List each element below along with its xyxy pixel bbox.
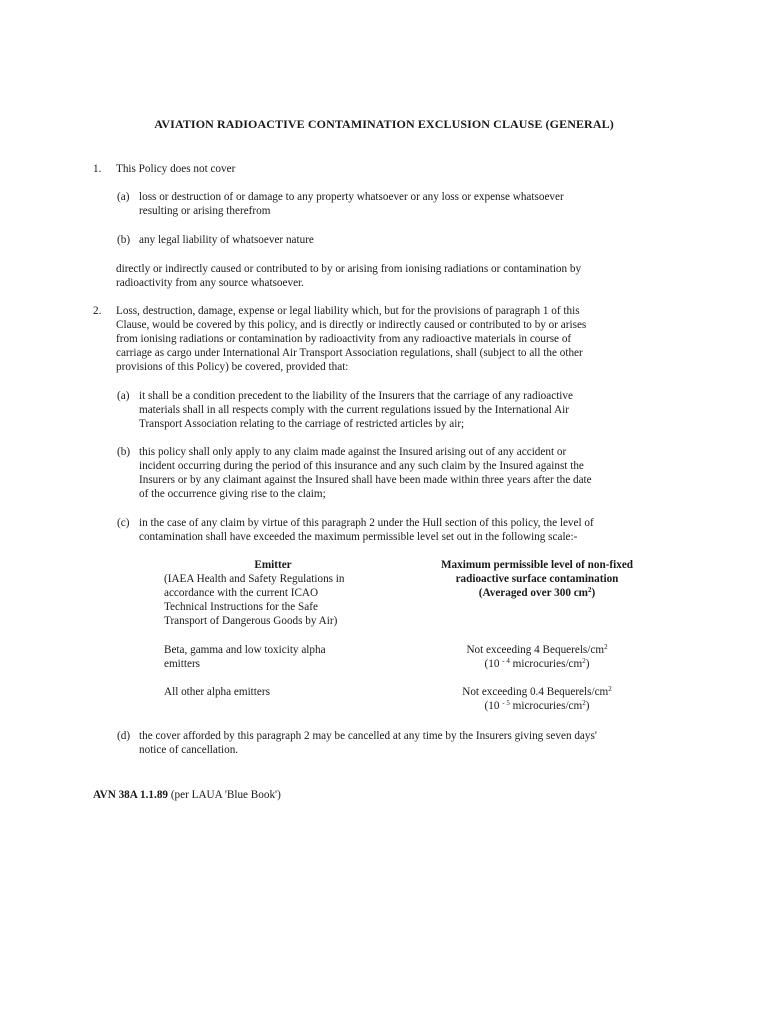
section-2-line: provisions of this Policy) be covered, provided that:	[116, 361, 349, 373]
item-2b-line: incident occurring during the period of this insurance and any such claim by the Insured against the	[139, 460, 584, 472]
table-header-emitter: Emitter	[254, 559, 292, 571]
section-1-intro: This Policy does not cover	[116, 163, 236, 175]
table-header-emitter-note: Transport of Dangerous Goods by Air)	[164, 615, 338, 627]
footer-code: AVN 38A 1.1.89	[93, 789, 169, 801]
item-2a-label: (a)	[117, 390, 130, 402]
section-1-tail: directly or indirectly caused or contributed to by or arising from ionising radiations or contamination by	[116, 263, 582, 275]
section-2-line: Clause, would be covered by this policy, and is directly or indirectly caused or contributed to by or arises	[116, 319, 587, 331]
section-2-line: carriage as cargo under International Air Transport Association regulations, shall (subject to all the other	[116, 347, 583, 359]
document-title: AVIATION RADIOACTIVE CONTAMINATION EXCLUSION CLAUSE (GENERAL)	[154, 117, 614, 131]
item-2b-line: Insurers or by any claimant against the Insured shall have been made within three years after the date	[139, 474, 592, 486]
item-2d-line: the cover afforded by this paragraph 2 may be cancelled at any time by the Insurers giving seven days'	[139, 730, 597, 742]
item-2c-line: contamination shall have exceeded the maximum permissible level set out in the following scale:-	[139, 531, 578, 543]
table-row-1-emitter: Beta, gamma and low toxicity alpha	[164, 644, 326, 656]
item-2d-label: (d)	[117, 730, 131, 742]
table-header-emitter-note: (IAEA Health and Safety Regulations in	[164, 573, 345, 585]
item-2a-line: it shall be a condition precedent to the liability of the Insurers that the carriage of any radioactive	[139, 390, 573, 402]
table-row-1-level: Not exceeding 4 Bequerels/$cm^2$	[466, 643, 608, 656]
item-2d-line: notice of cancellation.	[139, 744, 239, 756]
table-row-1-level-microcuries: (10 $^{- 4}$ microcuries/$cm^2$)	[484, 657, 590, 670]
footer-note: (per LAUA 'Blue Book')	[168, 789, 281, 801]
table-row-2-level-microcuries: (10 $^{- 5}$ microcuries/$cm^2$)	[484, 699, 590, 712]
table-row-2-level: Not exceeding 0.4 Bequerels/$cm^2$	[462, 685, 612, 698]
table-header-level-area: (Averaged over 300 $cm^2$)	[478, 586, 596, 599]
item-2b-line: of the occurrence giving rise to the claim;	[139, 488, 326, 500]
section-1-tail: radioactivity from any source whatsoever.	[116, 277, 304, 289]
table-header-emitter-note: Technical Instructions for the Safe	[164, 601, 318, 613]
item-2c-line: in the case of any claim by virtue of this paragraph 2 under the Hull section of this policy, the level of	[139, 517, 594, 529]
item-2a-line: Transport Association relating to the carriage of restricted articles by air;	[139, 418, 465, 430]
section-2-number: 2.	[93, 305, 102, 317]
table-header-level: Maximum permissible level of non-fixed	[440, 559, 634, 571]
item-1a-line: resulting or arising therefrom	[139, 205, 271, 217]
item-2b-line: this policy shall only apply to any claim made against the Insured arising out of any accident or	[139, 446, 567, 458]
item-1b-line: any legal liability of whatsoever nature	[139, 234, 314, 246]
section-2-line: Loss, destruction, damage, expense or legal liability which, but for the provisions of paragraph 1 of this	[116, 305, 580, 317]
item-2c-label: (c)	[117, 517, 130, 529]
item-2b-label: (b)	[117, 446, 131, 458]
table-header-level: radioactive surface contamination	[455, 573, 619, 585]
item-1a-line: loss or destruction of or damage to any property whatsoever or any loss or expense whatsoever	[139, 191, 564, 203]
table-row-1-emitter: emitters	[164, 658, 201, 670]
section-1-number: 1.	[93, 163, 102, 175]
footer-reference	[93, 788, 281, 802]
item-2a-line: materials shall in all respects comply with the current regulations issued by the International Air	[139, 404, 569, 416]
item-1b-label: (b)	[117, 234, 131, 246]
table-header-emitter-note: accordance with the current ICAO	[164, 587, 319, 599]
item-1a-label: (a)	[117, 191, 130, 203]
table-row-2-emitter: All other alpha emitters	[164, 686, 270, 698]
section-2-line: from ionising radiations or contamination by radioactivity from any radioactive materials in course of	[116, 333, 572, 345]
